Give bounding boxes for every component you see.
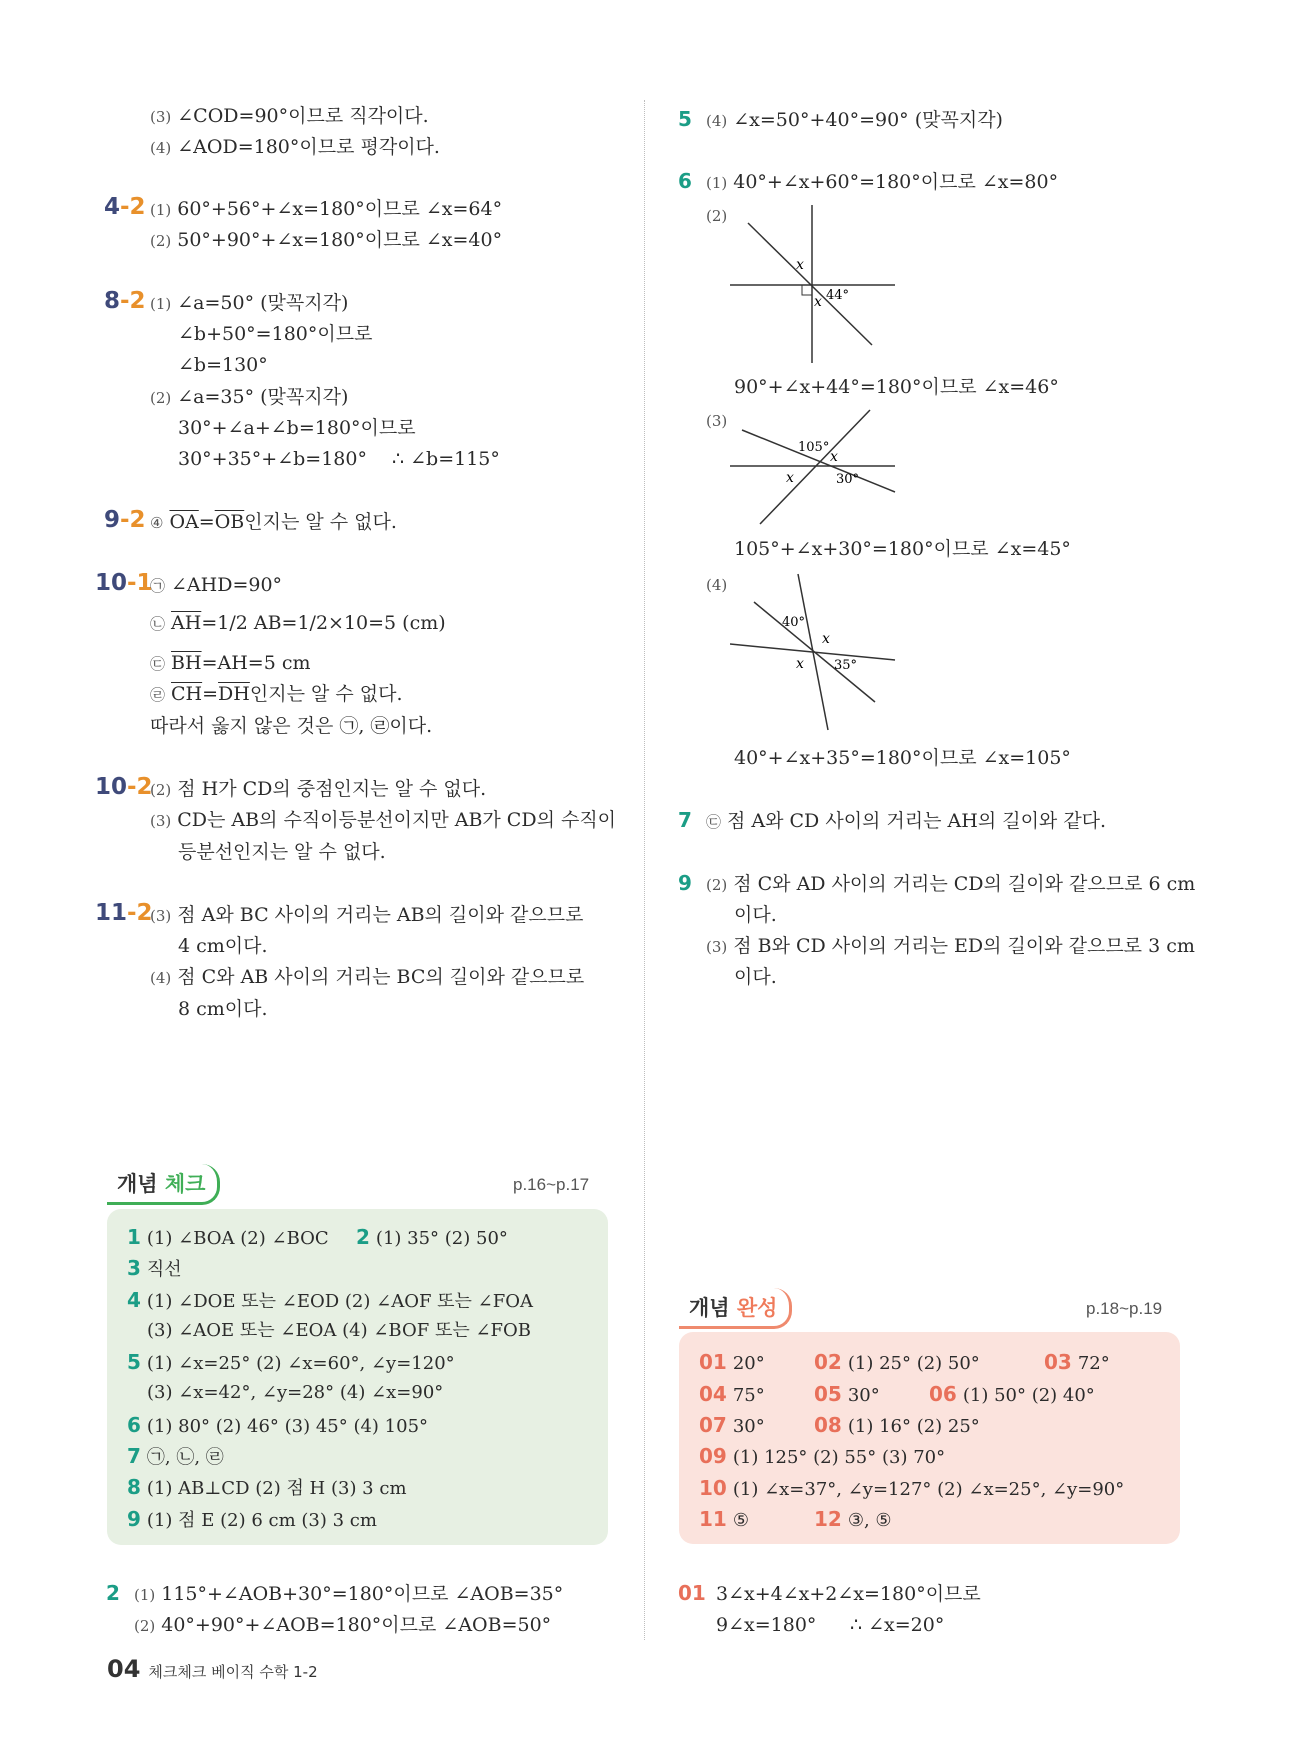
check-row: 5 (1) ∠x=25° (2) ∠x=60°, ∠y=120° — [127, 1350, 455, 1374]
complete-item: 01 20° — [699, 1350, 765, 1374]
svg-text:x: x — [830, 449, 838, 465]
book-title: 체크체크 베이직 수학 1-2 — [148, 1663, 318, 1681]
answer-line: ㉡ $\overline{AH}=1/2$ AB=1/2×10=5 (cm) — [150, 612, 446, 634]
problem-number: 2 — [106, 1581, 120, 1605]
svg-text:44°: 44° — [826, 288, 850, 303]
answer-line: ㉢ 점 A와 CD 사이의 거리는 AH의 길이와 같다. — [706, 810, 1107, 832]
answer-line: (2) 점 C와 AD 사이의 거리는 CD의 길이와 같으므로 6 cm — [706, 873, 1196, 895]
answer-line: (4) — [706, 576, 728, 594]
check-row: 6 (1) 80° (2) 46° (3) 45° (4) 105° — [127, 1413, 429, 1437]
answer-line: (2) 50°+90°+∠x=180°이므로 ∠x=40° — [150, 229, 503, 251]
check-row: 4 (1) ∠DOE 또는 ∠EOD (2) ∠AOF 또는 ∠FOA — [127, 1288, 533, 1312]
answer-line: 따라서 옳지 않은 것은 ㉠, ㉣이다. — [150, 715, 433, 737]
problem-number: 5 — [678, 107, 692, 131]
answer-line: (1) 40°+∠x+60°=180°이므로 ∠x=80° — [706, 171, 1059, 193]
answer-line: (3) — [706, 412, 728, 430]
answer-line: (2) 점 H가 CD의 중점인지는 알 수 없다. — [150, 778, 487, 800]
answer-line: 90°+∠x+44°=180°이므로 ∠x=46° — [734, 376, 1059, 398]
answer-line: 40°+∠x+35°=180°이므로 ∠x=105° — [734, 747, 1071, 769]
answer-line: (3) 점 B와 CD 사이의 거리는 ED의 길이와 같으므로 3 cm — [706, 935, 1195, 957]
angle-figure-2 — [730, 205, 900, 365]
svg-text:x: x — [822, 631, 830, 647]
concept-check-tag: 개념 체크 — [107, 1164, 220, 1205]
answer-line: 30°+∠a+∠b=180°이므로 — [178, 417, 416, 439]
answer-line: ㉣ $\overline{CH}=\overline{DH}$인지는 알 수 없다. — [150, 683, 403, 705]
complete-item: 12 ③, ⑤ — [814, 1507, 892, 1531]
column-divider — [644, 100, 645, 1640]
svg-text:x: x — [796, 656, 804, 672]
svg-text:x: x — [786, 470, 794, 486]
angle-figure-3 — [730, 406, 900, 526]
problem-number: 01 — [678, 1581, 706, 1605]
answer-line: ∴ ∠x=20° — [850, 1614, 945, 1636]
problem-number: 11-2 — [95, 900, 153, 926]
answer-line: (1) ∠a=50° (맞꼭지각) — [150, 292, 349, 314]
complete-item: 02 (1) 25° (2) 50° — [814, 1350, 980, 1374]
problem-number: 9 — [678, 871, 692, 895]
svg-text:x: x — [814, 294, 822, 310]
svg-text:105°: 105° — [798, 440, 830, 455]
answer-line: 4 cm이다. — [178, 935, 268, 957]
complete-item: 11 ⑤ — [699, 1507, 749, 1531]
answer-line: (2) 40°+90°+∠AOB=180°이므로 ∠AOB=50° — [134, 1614, 552, 1636]
answer-line: 30°+35°+∠b=180° — [178, 448, 367, 470]
answer-line: (3) 점 A와 BC 사이의 거리는 AB의 길이와 같으므로 — [150, 904, 584, 926]
check-row: 9 (1) 점 E (2) 6 cm (3) 3 cm — [127, 1507, 377, 1531]
problem-number: 9-2 — [104, 507, 146, 533]
problem-number: 4-2 — [104, 194, 146, 220]
svg-text:x: x — [796, 257, 804, 273]
angle-figure-4 — [730, 572, 900, 732]
answer-line: ④ $\overline{OA}=\overline{OB}$인지는 알 수 없다. — [150, 511, 397, 533]
answer-line: (2) — [706, 207, 728, 225]
answer-line: 8 cm이다. — [178, 998, 268, 1020]
answer-line: (2) ∠a=35° (맞꼭지각) — [150, 386, 349, 408]
page-footer — [107, 1655, 318, 1683]
svg-text:40°: 40° — [782, 615, 806, 630]
answer-line: (1) 60°+56°+∠x=180°이므로 ∠x=64° — [150, 198, 503, 220]
check-row: 3 직선 — [127, 1256, 182, 1280]
problem-number: 10-2 — [95, 774, 153, 800]
answer-line: ∴ ∠b=115° — [392, 448, 500, 470]
answer-line: ㉢ $\overline{BH}=AH=5$ cm — [150, 652, 311, 674]
answer-line: (1) 115°+∠AOB+30°=180°이므로 ∠AOB=35° — [134, 1583, 564, 1605]
page-number: 04 — [107, 1655, 141, 1683]
answer-line: 105°+∠x+30°=180°이므로 ∠x=45° — [734, 538, 1071, 560]
check-row: (3) ∠AOE 또는 ∠EOA (4) ∠BOF 또는 ∠FOB — [147, 1320, 531, 1341]
check-row: (3) ∠x=42°, ∠y=28° (4) ∠x=90° — [147, 1382, 444, 1403]
complete-item: 09 (1) 125° (2) 55° (3) 70° — [699, 1444, 946, 1468]
complete-item: 05 30° — [814, 1382, 880, 1406]
check-row: 7 ㉠, ㉡, ㉣ — [127, 1444, 224, 1468]
problem-number: 7 — [678, 808, 692, 832]
problem-number: 10-1 — [95, 570, 153, 596]
check-row: 1 (1) ∠BOA (2) ∠BOC — [127, 1225, 329, 1249]
answer-line: ∠b=130° — [178, 354, 268, 376]
complete-item: 04 75° — [699, 1382, 765, 1406]
page-ref: p.18~p.19 — [1086, 1299, 1163, 1318]
answer-line: ∠b+50°=180°이므로 — [178, 323, 373, 345]
answer-line: 등분선인지는 알 수 없다. — [178, 841, 386, 863]
answer-line: (3) CD는 AB의 수직이등분선이지만 AB가 CD의 수직이 — [150, 809, 617, 831]
answer-line: 이다. — [734, 904, 777, 926]
answer-line: 이다. — [734, 966, 777, 988]
complete-item: 08 (1) 16° (2) 25° — [814, 1413, 980, 1437]
svg-text:30°: 30° — [836, 472, 860, 487]
svg-text:35°: 35° — [834, 658, 858, 673]
answer-line: (4) ∠x=50°+40°=90° (맞꼭지각) — [706, 109, 1003, 131]
complete-item: 03 72° — [1044, 1350, 1110, 1374]
answer-line: 3∠x+4∠x+2∠x=180°이므로 — [716, 1583, 981, 1605]
page-ref: p.16~p.17 — [513, 1175, 590, 1194]
complete-item: 10 (1) ∠x=37°, ∠y=127° (2) ∠x=25°, ∠y=90° — [699, 1476, 1125, 1500]
answer-line: ㉠ ∠AHD=90° — [150, 574, 283, 596]
answer-line: 9∠x=180° — [716, 1614, 817, 1636]
check-row: 8 (1) AB⊥CD (2) 점 H (3) 3 cm — [127, 1475, 407, 1499]
concept-complete-tag: 개념 완성 — [679, 1288, 792, 1329]
answer-line: (4) ∠AOD=180°이므로 평각이다. — [150, 136, 440, 158]
problem-number: 6 — [678, 169, 692, 193]
check-row: 2 (1) 35° (2) 50° — [356, 1225, 508, 1249]
complete-item: 07 30° — [699, 1413, 765, 1437]
complete-item: 06 (1) 50° (2) 40° — [929, 1382, 1095, 1406]
problem-number: 8-2 — [104, 288, 146, 314]
answer-line: (3) ∠COD=90°이므로 직각이다. — [150, 105, 429, 127]
answer-line: (4) 점 C와 AB 사이의 거리는 BC의 길이와 같으므로 — [150, 966, 585, 988]
